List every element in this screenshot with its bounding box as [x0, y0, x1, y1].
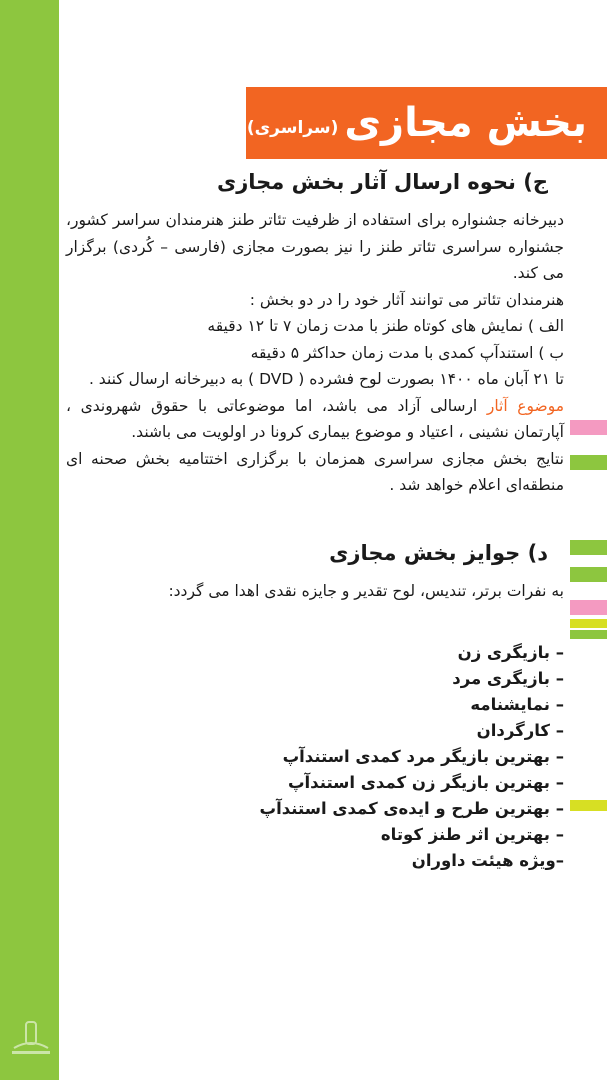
prize-item: – بهترین اثر طنز کوتاه — [380, 825, 564, 845]
yellow-accent-bar — [570, 800, 607, 811]
section-d-intro: به نفرات برتر، تندیس، لوح تقدیر و جایزه نقدی اهدا می گردد: — [168, 582, 564, 601]
topic-label: موضوع آثار — [486, 396, 565, 415]
left-green-sidebar — [0, 0, 59, 1080]
prize-item: – بازیگری مرد — [452, 669, 564, 689]
section-c-heading: ج) نحوه ارسال آثار بخش مجازی — [216, 170, 548, 194]
pink-accent-bar — [570, 420, 607, 435]
section-c-paragraph-1: دبیرخانه جشنواره برای استفاده از ظرفیت تئاتر طنز هنرمندان سراسر کشور، جشنواره سراسری تئاتر طنز را نیز بصورت مجازی (فارسی – کُردی) برگزار می کند. — [66, 211, 564, 283]
pink-accent-bar — [570, 600, 607, 615]
green-accent-bar — [570, 567, 607, 582]
section-c-results: نتایج بخش مجازی سراسری همزمان با برگزاری اختتامیه بخش صحنه ای منطقه‌ای اعلام خواهد شد . — [66, 449, 564, 495]
section-c-topic — [66, 393, 564, 446]
green-accent-bar — [570, 540, 607, 555]
header-subtitle: (سراسری) — [246, 118, 339, 138]
section-c-paragraph-2: هنرمندان تئاتر می توانند آثار خود را در دو بخش : — [249, 290, 564, 309]
prize-list — [66, 640, 564, 874]
section-d-heading: د) جوایز بخش مجازی — [329, 540, 548, 565]
prize-item: – بازیگری زن — [457, 643, 564, 663]
yellow-accent-bar — [570, 619, 607, 628]
prize-item: – کارگردان — [476, 721, 564, 741]
prize-item: – بهترین بازیگر مرد کمدی استندآپ — [282, 747, 564, 767]
green-accent-bar — [570, 630, 607, 639]
prize-item: – نمایشنامه — [470, 695, 564, 715]
festival-logo-icon — [6, 1018, 56, 1058]
topic-text: ارسالی آزاد می باشد، اما موضوعاتی با حقوق شهروندی ، آپارتمان نشینی ، اعتیاد و موضوع بیماری کرونا در اولویت می باشند. — [66, 396, 564, 442]
section-c-deadline: تا ۲۱ آبان ماه ۱۴۰۰ بصورت لوح فشرده ( DVD ) به دبیرخانه ارسال کنند . — [88, 370, 564, 389]
section-header-banner — [246, 87, 607, 159]
prize-item: – بهترین طرح و ایده‌ی کمدی استندآپ — [259, 799, 564, 819]
main-content — [66, 168, 564, 874]
section-c-item-b: ب ) استندآپ کمدی با مدت زمان حداکثر ۵ دقیقه — [250, 343, 564, 362]
prize-item: – بهترین بازیگر زن کمدی استندآپ — [287, 773, 564, 793]
header-title: بخش مجازی — [344, 100, 587, 146]
prize-item: –ویژه هیئت داوران — [411, 851, 564, 871]
green-accent-bar — [570, 455, 607, 470]
section-c-item-a: الف ) نمایش های کوتاه طنز با مدت زمان ۷ تا ۱۲ دقیقه — [207, 317, 564, 336]
